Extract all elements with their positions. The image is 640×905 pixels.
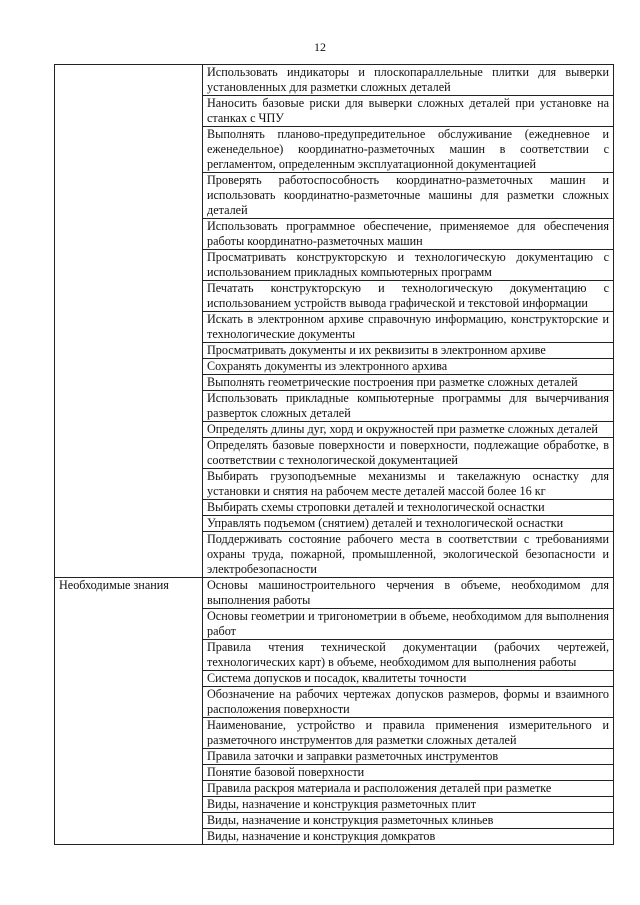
requirement-text: Основы геометрии и тригонометрии в объеме, необходимом для выполнения работ <box>207 609 609 638</box>
requirement-text: Печатать конструкторскую и технологическую документацию с использованием устройств вывода графической и текстовой информации <box>207 281 609 310</box>
requirement-cell <box>203 281 614 312</box>
requirement-text: Виды, назначение и конструкция разметочных плит <box>207 797 477 811</box>
requirement-cell <box>203 438 614 469</box>
requirement-cell <box>203 516 614 532</box>
requirement-text: Виды, назначение и конструкция домкратов <box>207 829 436 843</box>
requirement-cell <box>203 829 614 845</box>
requirement-cell <box>203 250 614 281</box>
requirement-text: Использовать программное обеспечение, применяемое для обеспечения работы координатно-разметочных машин <box>207 219 609 248</box>
requirement-cell <box>203 391 614 422</box>
section-heading-cell <box>55 65 203 578</box>
requirement-text: Проверять работоспособность координатно-разметочных машин и использовать координатно-разметочные машины для разметки сложных деталей <box>207 173 609 217</box>
requirement-cell <box>203 749 614 765</box>
requirement-text: Виды, назначение и конструкция разметочных клиньев <box>207 813 494 827</box>
requirement-cell <box>203 718 614 749</box>
requirement-text: Поддерживать состояние рабочего места в соответствии с требованиями охраны труда, пожарной, промышленной, экологической безопасности и электробезопасности <box>207 532 609 576</box>
requirement-text: Наименование, устройство и правила применения измерительного и разметочного инструментов для разметки сложных деталей <box>207 718 609 747</box>
requirement-text: Система допусков и посадок, квалитеты точности <box>207 671 467 685</box>
requirement-text: Правила чтения технической документации (рабочих чертежей, технологических карт) в объеме, необходимом для выполнения работы <box>207 640 609 669</box>
requirement-cell <box>203 65 614 96</box>
requirement-text: Выполнять планово-предупредительное обслуживание (ежедневное и еженедельное) координатно-разметочных машин в соответствии с регламентом, определенным эксплуатационной документацией <box>207 127 609 171</box>
requirement-text: Просматривать конструкторскую и технологическую документацию с использованием прикладных компьютерных программ <box>207 250 609 279</box>
requirement-text: Основы машиностроительного черчения в объеме, необходимом для выполнения работы <box>207 578 609 607</box>
requirement-cell <box>203 640 614 671</box>
requirement-text: Понятие базовой поверхности <box>207 765 365 779</box>
requirement-cell <box>203 375 614 391</box>
table-row <box>55 578 614 609</box>
requirement-cell <box>203 219 614 250</box>
requirement-cell <box>203 781 614 797</box>
requirement-text: Сохранять документы из электронного архива <box>207 359 448 373</box>
requirement-text: Использовать индикаторы и плоскопараллельные плитки для выверки установленных для разметки сложных деталей <box>207 65 609 94</box>
requirement-text: Выбирать грузоподъемные механизмы и такелажную оснастку для установки и снятия на рабочем месте деталей массой более 16 кг <box>207 469 609 498</box>
requirement-text: Правила заточки и заправки разметочных инструментов <box>207 749 499 763</box>
requirement-text: Наносить базовые риски для выверки сложных деталей при установке на станках с ЧПУ <box>207 96 609 125</box>
requirement-cell <box>203 578 614 609</box>
requirement-text: Определять длины дуг, хорд и окружностей при разметке сложных деталей <box>207 422 598 436</box>
requirement-cell <box>203 687 614 718</box>
requirements-table <box>54 64 614 845</box>
requirement-cell <box>203 813 614 829</box>
requirement-text: Определять базовые поверхности и поверхности, подлежащие обработке, в соответствии с технологической документацией <box>207 438 609 467</box>
requirement-cell <box>203 96 614 127</box>
requirement-cell <box>203 127 614 173</box>
requirement-text: Искать в электронном архиве справочную информацию, конструкторские и технологические документы <box>207 312 609 341</box>
requirement-cell <box>203 532 614 578</box>
requirement-text: Просматривать документы и их реквизиты в электронном архиве <box>207 343 546 357</box>
section-heading: Необходимые знания <box>59 578 169 592</box>
requirement-cell <box>203 609 614 640</box>
requirement-cell <box>203 671 614 687</box>
requirement-text: Использовать прикладные компьютерные программы для вычерчивания разверток сложных деталей <box>207 391 609 420</box>
requirement-text: Выполнять геометрические построения при разметке сложных деталей <box>207 375 578 389</box>
requirement-cell <box>203 422 614 438</box>
requirement-text: Выбирать схемы строповки деталей и технологической оснастки <box>207 500 545 514</box>
requirement-cell <box>203 359 614 375</box>
requirement-cell <box>203 469 614 500</box>
requirement-text: Обозначение на рабочих чертежах допусков размеров, формы и взаимного расположения поверхности <box>207 687 609 716</box>
table-row <box>55 65 614 96</box>
requirement-text: Правила раскроя материала и расположения деталей при разметке <box>207 781 552 795</box>
requirement-cell <box>203 797 614 813</box>
requirement-cell <box>203 312 614 343</box>
requirement-cell <box>203 173 614 219</box>
requirement-text: Управлять подъемом (снятием) деталей и технологической оснастки <box>207 516 564 530</box>
section-heading-cell <box>55 578 203 845</box>
requirement-cell <box>203 500 614 516</box>
requirement-cell <box>203 765 614 781</box>
page-number: 12 <box>314 40 326 54</box>
requirement-cell <box>203 343 614 359</box>
